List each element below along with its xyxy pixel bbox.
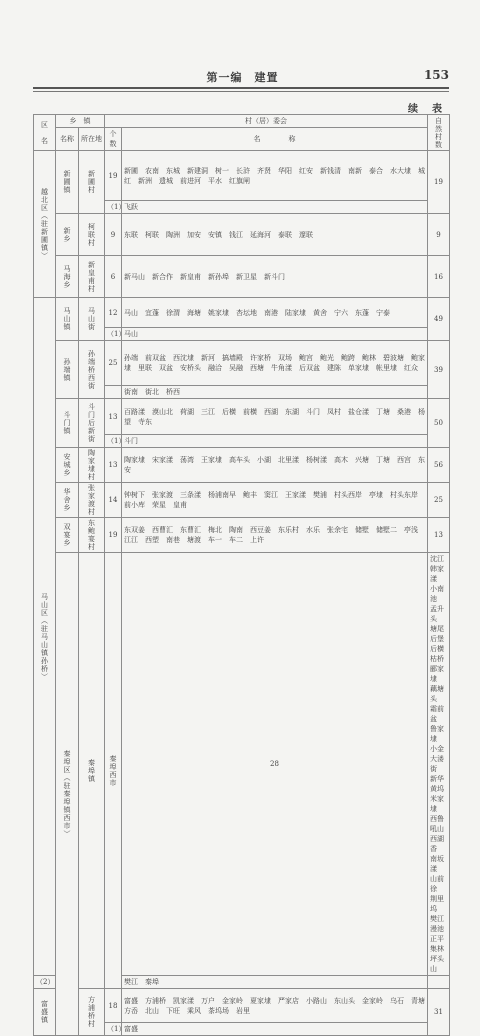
header-count: 个数 bbox=[105, 128, 122, 151]
village-names: 街南 街北 桥西 bbox=[122, 386, 428, 399]
town-name: 新圃镇 bbox=[56, 151, 79, 214]
village-names: 富盛 方浦桥 凯家漾 万户 金家岭 夏家埭 严家店 小路山 东山头 金家岭 乌石 青塘 方岙 北山 下旺 乘风 茶坞场 岩里 bbox=[122, 989, 428, 1023]
committee-count: 28 bbox=[122, 553, 428, 976]
village-names: 斗门 bbox=[122, 435, 428, 448]
committee-count: 9 bbox=[105, 214, 122, 256]
table-row bbox=[34, 151, 450, 201]
natural-village-count: 13 bbox=[428, 518, 450, 553]
table-row bbox=[34, 399, 450, 435]
committee-count: （2） bbox=[34, 976, 56, 989]
town-name: 马海乡 bbox=[56, 256, 79, 298]
town-seat: 马山街 bbox=[79, 298, 105, 341]
village-names: 百路漾 漠山北 荷湖 三江 后横 前横 西湖 东湖 斗门 凤村 盐仓漾 丁塘 桑港 杨望 寺东 bbox=[122, 399, 428, 435]
table-row bbox=[34, 553, 450, 976]
committee-count: 14 bbox=[105, 483, 122, 518]
town-seat: 张家渡村 bbox=[79, 483, 105, 518]
village-names: 孙端 前双盆 西沈埭 新河 搞墙殿 许家桥 双场 鲍宫 鲍光 鲍跨 鲍林 碧波塘 鲍家埭 里联 双盆 安桥头 融洽 吴融 西塘 牛角漾 后双盆 建陈 单家埭 帐里埭 红众 bbox=[122, 341, 428, 386]
town-seat: 秦埠西市 bbox=[105, 553, 122, 989]
header-natural-villages: 自然村数 bbox=[428, 115, 450, 151]
committee-count: 19 bbox=[105, 151, 122, 201]
village-names: 马山 宜蓬 徐渭 海塘 姚家埭 杏坛地 南港 陆家埭 黄舍 宁六 东蓬 宁泰 bbox=[122, 298, 428, 328]
town-name: 双宴乡 bbox=[56, 518, 79, 553]
committee-count: （1） bbox=[105, 435, 122, 448]
admin-divisions-table bbox=[33, 114, 450, 1036]
town-seat: 陶家埭村 bbox=[79, 448, 105, 483]
village-names: 东双姜 西曹汇 东曹汇 梅北 陶南 西豆姜 东乐村 水乐 张余宅 储墅 储墅二 亭浅 江江 西塑 南巷 塘渡 车一 车二 上许 bbox=[122, 518, 428, 553]
village-names: 陶家埭 宋家漾 荡湾 王家埭 高车头 小湖 北里漾 杨树漾 高木 兴塘 丁塘 西宫 东安 bbox=[122, 448, 428, 483]
town-seat: 方浦桥村 bbox=[79, 989, 105, 1036]
header-rule bbox=[33, 87, 449, 89]
committee-count bbox=[105, 386, 122, 399]
committee-count: 25 bbox=[105, 341, 122, 386]
village-names: 樊江 秦埠 bbox=[122, 976, 428, 989]
natural-village-count: 9 bbox=[428, 214, 450, 256]
town-name: 富盛镇 bbox=[34, 989, 56, 1036]
committee-count: 12 bbox=[105, 298, 122, 328]
natural-village-count: 50 bbox=[428, 399, 450, 448]
committee-count: 13 bbox=[105, 399, 122, 435]
town-name: 新乡 bbox=[56, 214, 79, 256]
village-names: 新马山 新合作 新皇甫 新孙埠 新卫星 新斗门 bbox=[122, 256, 428, 298]
table-row bbox=[34, 518, 450, 553]
table-row bbox=[34, 341, 450, 386]
town-seat: 东鲍宴村 bbox=[79, 518, 105, 553]
committee-count: 13 bbox=[105, 448, 122, 483]
village-names: 东联 柯联 陶洲 加安 安镇 钱江 延海河 泰联 邃联 bbox=[122, 214, 428, 256]
committee-count: 6 bbox=[105, 256, 122, 298]
natural-village-count: 39 bbox=[428, 341, 450, 399]
table-row bbox=[34, 448, 450, 483]
page-number: 153 bbox=[423, 68, 449, 82]
village-names: 钟树下 张家渡 三条漾 杨浦南早 鲍丰 窦江 王家漾 樊浦 村头西岸 亭埭 村头东岸 前小库 荣星 皇甫 bbox=[122, 483, 428, 518]
natural-village-count: 49 bbox=[428, 298, 450, 341]
chapter-title: 第一编 建置 bbox=[206, 71, 279, 84]
header-seat: 所在地 bbox=[79, 128, 105, 151]
village-names: 飞跃 bbox=[122, 201, 428, 214]
town-name: 安城乡 bbox=[56, 448, 79, 483]
natural-village-count: 25 bbox=[428, 483, 450, 518]
town-seat: 柯联村 bbox=[79, 214, 105, 256]
header-name: 名称 bbox=[56, 128, 79, 151]
natural-village-count: 16 bbox=[428, 256, 450, 298]
town-seat: 孙端桥西街 bbox=[79, 341, 105, 399]
table-row bbox=[34, 989, 450, 1023]
committee-count: 18 bbox=[105, 989, 122, 1023]
header-committee-names: 名 称 bbox=[122, 128, 428, 151]
natural-village-count: 31 bbox=[428, 989, 450, 1036]
natural-village-count: 56 bbox=[428, 448, 450, 483]
header-qu: 区 名 bbox=[34, 115, 56, 151]
village-names: 沈江 韩家漾 小南池 孟升头 塘尾 后堡 后横 枯桥 郦家埭 藕塘头 霜前盆 鲁家埭 小金 大溇街 新华 黄坞 米家埭 西鲁 吼山 西湖香 南坂漾 山前徐 荆里坞 樊江 漫池 正平 集林 坪头山 bbox=[428, 553, 450, 976]
village-names: 马山 bbox=[122, 328, 428, 341]
table-row bbox=[34, 483, 450, 518]
header-committees: 村（居）委会 bbox=[105, 115, 428, 128]
table-row bbox=[34, 256, 450, 298]
natural-village-count: 19 bbox=[428, 151, 450, 214]
header-xiangzhen: 乡 镇 bbox=[56, 115, 105, 128]
town-name: 马山镇 bbox=[56, 298, 79, 341]
town-name: 斗门镇 bbox=[56, 399, 79, 448]
committee-count: 19 bbox=[105, 518, 122, 553]
table-row bbox=[34, 298, 450, 328]
district-cell: 秦埠区（驻秦埠镇西市） bbox=[56, 553, 79, 1036]
district-cell: 越北区（驻新圃镇） bbox=[34, 151, 56, 298]
town-seat: 新圃村 bbox=[79, 151, 105, 214]
town-seat: 斗门后新街 bbox=[79, 399, 105, 448]
district-cell: 马山区（驻马山镇孙桥） bbox=[34, 298, 56, 976]
village-names: 新圃 农南 东城 新建洞 树一 长浒 齐贤 华阳 红安 新钱清 南新 泰合 水大埭 城红 新洲 遗城 前进河 平水 红旗闸 bbox=[122, 151, 428, 201]
page-header bbox=[36, 69, 449, 85]
town-name: 秦埠镇 bbox=[79, 553, 105, 989]
committee-count: （1） bbox=[105, 1023, 122, 1036]
table-row bbox=[34, 214, 450, 256]
committee-count: （1） bbox=[105, 201, 122, 214]
town-name: 孙端镇 bbox=[56, 341, 79, 399]
committee-count: （1） bbox=[105, 328, 122, 341]
town-name: 华舍乡 bbox=[56, 483, 79, 518]
header-rule-thin bbox=[33, 91, 449, 92]
continued-label: 续 表 bbox=[408, 104, 444, 115]
village-names: 富盛 bbox=[122, 1023, 428, 1036]
town-seat: 新皇甫村 bbox=[79, 256, 105, 298]
